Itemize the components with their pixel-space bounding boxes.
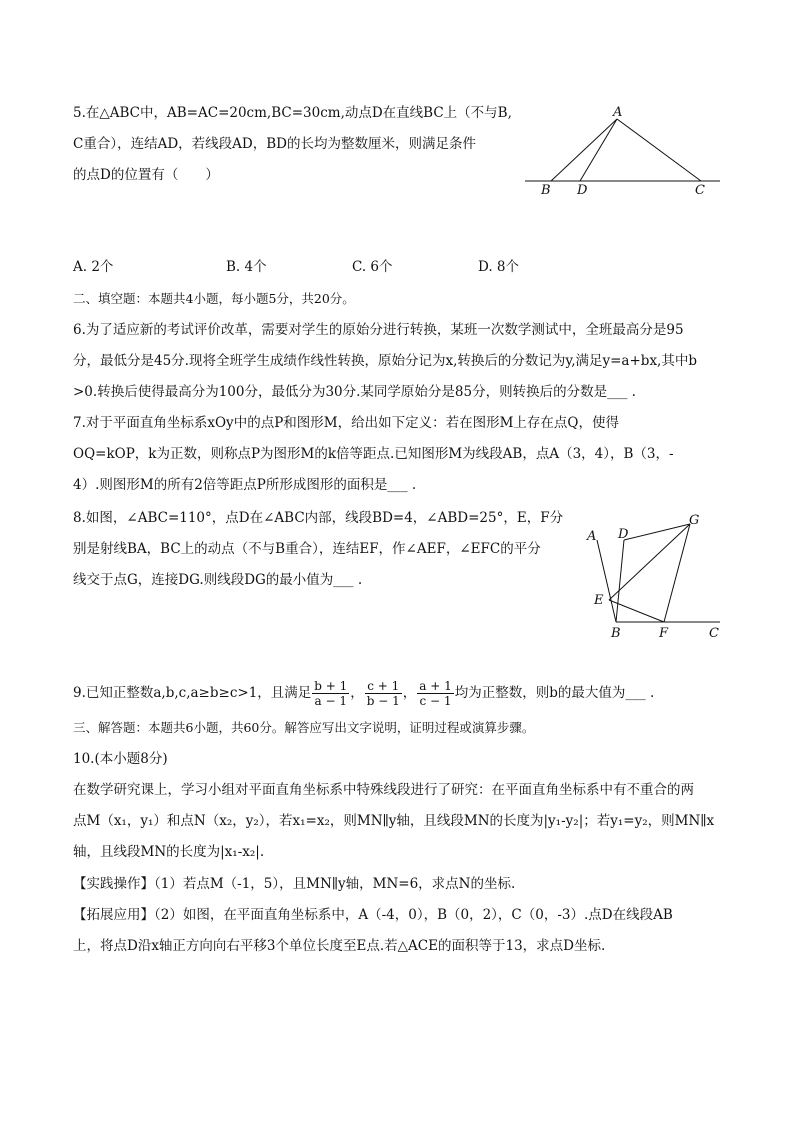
q9-prefix: 9.已知正整数a,b,c,a≥b≥c>1，且满足 [73, 685, 312, 701]
q5-option-c: C. 6个 [352, 259, 393, 275]
q10-line-1: 在数学研究课上，学习小组对平面直角坐标系中特殊线段进行了研究：在平面直角坐标系中有不重合的两 [73, 782, 694, 798]
fraction-2-numerator: c + 1 [365, 679, 402, 694]
label-D: D [618, 527, 629, 542]
q8-line-2: 别是射线BA，BC上的动点（不与B重合），连结EF，作∠AEF，∠EFC的平分 [73, 541, 541, 557]
fraction-1 [312, 679, 349, 708]
q5-line-3: 的点D的位置有（ ） [73, 167, 219, 183]
label-B: B [541, 183, 551, 198]
q9-suffix: 均为正整数，则b的最大值为___ . [454, 685, 655, 701]
fraction-1-denominator: a − 1 [314, 694, 348, 708]
section-2-heading: 二、填空题：本题共4小题，每小题5分，共20分。 [73, 291, 355, 306]
q7-line-1: 7.对于平面直角坐标系xOy中的点P和图形M，给出如下定义：若在图形M上存在点Q，使得 [73, 415, 619, 431]
q5-option-a: A. 2个 [73, 259, 114, 275]
label-B: B [611, 626, 621, 641]
label-C: C [695, 183, 705, 198]
q5-line-1: 5.在△ABC中，AB=AC=20cm,BC=30cm,动点D在直线BC上（不与B, [73, 105, 512, 121]
q10-extension-question-line-2: 上，将点D沿x轴正方向向右平移3个单位长度至E点.若△ACE的面积等于13，求点D坐标. [73, 938, 606, 954]
q5-line-2: C重合），连结AD，若线段AD，BD的长均为整数厘米，则满足条件 [73, 136, 476, 152]
label-A: A [613, 105, 623, 120]
q10-line-2: 点M（x₁，y₁）和点N（x₂，y₂），若x₁=x₂，则MN∥y轴，且线段MN的长度为|y₁-y₂|；若y₁=y₂，则MN∥x [73, 813, 715, 829]
q9-line [73, 677, 654, 709]
label-C: C [709, 626, 719, 641]
q6-line-2: 分，最低分是45分.现将全班学生成绩作线性转换，原始分记为x,转换后的分数记为y,满足y=a+bx,其中b [73, 353, 697, 369]
section-3-heading: 三、解答题：本题共6小题，共60分。解答应写出文字说明，证明过程或演算步骤。 [73, 720, 535, 735]
q10-line-3: 轴，且线段MN的长度为|x₁-x₂|. [73, 844, 265, 860]
fraction-1-numerator: b + 1 [314, 679, 348, 693]
q5-option-b: B. 4个 [226, 259, 267, 275]
q8-line-3: 线交于点G，连接DG.则线段DG的最小值为___ . [73, 572, 363, 588]
label-E: E [594, 593, 604, 608]
label-A: A [587, 529, 597, 544]
q6-line-3: >0.转换后使得最高分为100分，最低分为30分.某同学原始分是85分，则转换后的分数是___ . [73, 384, 636, 400]
label-F: F [659, 626, 669, 641]
q9-separator: ， [350, 685, 364, 701]
q10-practice-question: 【实践操作】（1）若点M（-1，5），且MN∥y轴，MN=6，求点N的坐标. [73, 876, 516, 892]
fraction-3-numerator: a + 1 [419, 679, 452, 693]
q10-heading: 10.(本小题8分) [73, 751, 168, 767]
q5-option-d: D. 8个 [478, 259, 520, 275]
q8-line-1: 8.如图，∠ABC=110°，点D在∠ABC内部，线段BD=4，∠ABD=25°，E，F分 [73, 510, 564, 526]
q7-line-2: OQ=kOP，k为正数，则称点P为图形M的k倍等距点.已知图形M为线段AB，点A（3，4），B（3，- [73, 446, 674, 462]
label-G: G [689, 513, 700, 528]
label-D: D [577, 183, 588, 198]
q6-line-1: 6.为了适应新的考试评价改革，需要对学生的原始分进行转换，某班一次数学测试中，全班最高分是95 [73, 322, 684, 338]
angle-figure [580, 510, 728, 642]
q9-separator: ， [402, 685, 417, 701]
triangle-figure [520, 105, 725, 200]
fraction-2 [365, 679, 402, 708]
fraction-3 [417, 679, 453, 708]
q7-line-3: 4）.则图形M的所有2倍等距点P所形成图形的面积是___ . [73, 477, 417, 493]
q10-extension-question-line-1: 【拓展应用】（2）如图，在平面直角坐标系中，A（-4，0），B（0，2），C（0，-3）.点D在线段AB [73, 907, 673, 923]
fraction-2-denominator: b − 1 [366, 694, 400, 708]
fraction-3-denominator: c − 1 [419, 694, 452, 708]
